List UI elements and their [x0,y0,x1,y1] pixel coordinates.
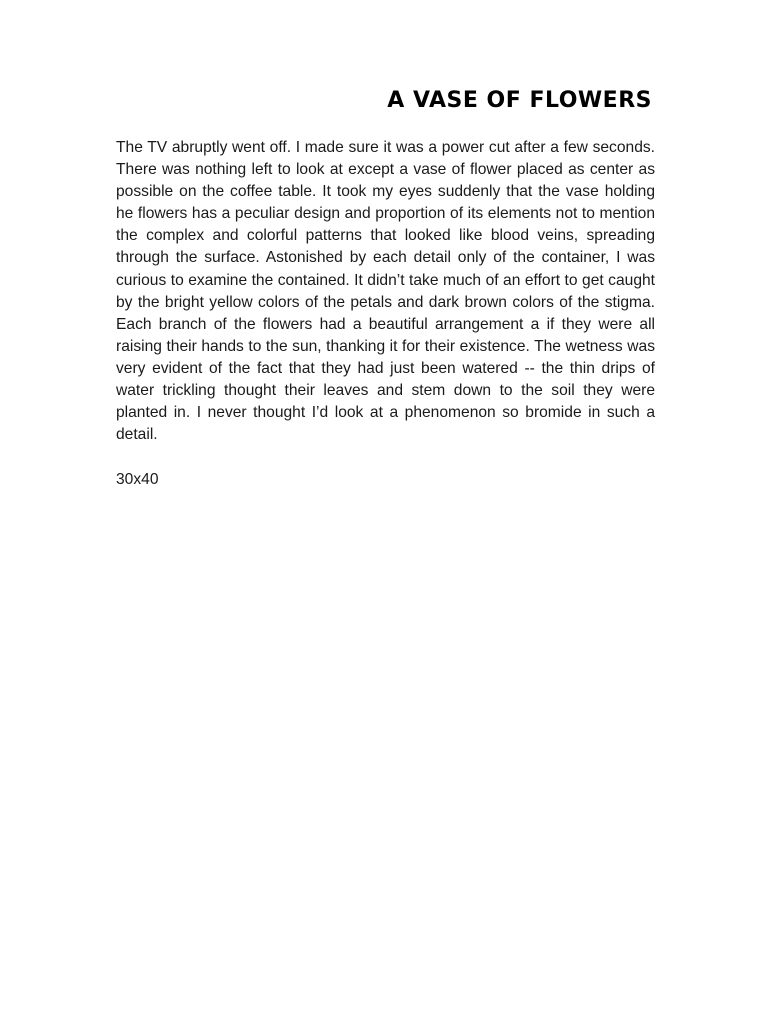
size-note: 30x40 [116,471,159,488]
body-paragraph: The TV abruptly went off. I made sure it was a power cut after a few seconds. There was nothing left to look at except a vase of flower placed as center as possible on the coffee table. It took my eyes suddenly that the vase holding he flowers has a peculiar design and proportion of its elements not to mention the complex and colorful patterns that looked like blood veins, spreading through the surface. Astonished by each detail only of the container, I was curious to examine the contained. It didn’t take much of an effort to get caught by the bright yellow colors of the petals and dark brown colors of the stigma. Each branch of the flowers had a beautiful arrangement a if they were all raising their hands to the sun, thanking it for their existence. The wetness was very evident of the fact that they had just been watered -- the thin drips of water trickling thought their leaves and stem down to the soil they were planted in. I never thought I’d look at a phenomenon so bromide in such a detail. [116,139,655,444]
document-title: A VASE OF FLOWERS [387,88,652,113]
